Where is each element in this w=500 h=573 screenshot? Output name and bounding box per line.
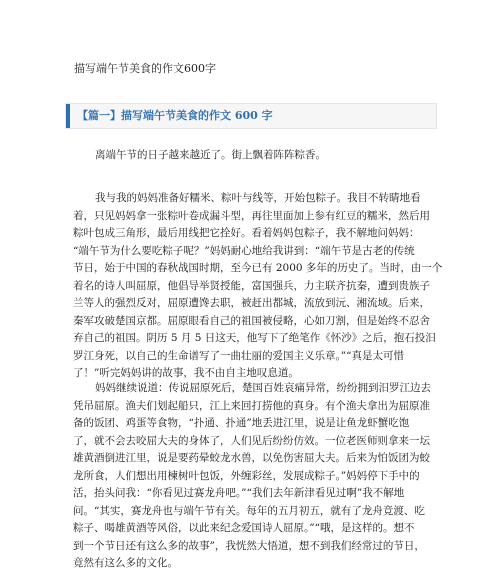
paragraph-line: 凭吊屈原。渔夫们划起船只，江上来回打捞他的真身。有个渔夫拿出为屈原准 — [73, 399, 430, 412]
paragraph-line: 节日，始于中国的春秋战国时期，至今已有 2000 多年的历史了。当时，由一个 — [73, 262, 443, 274]
paragraph-line: 到一个节日还有这么多的故事”，我恍然大悟道，想不到我们经常过的节日， — [73, 539, 425, 552]
paragraph-line: 了，就不会去咬屈大夫的身体了，人们见后纷纷仿效。一位老医师则拿来一坛 — [73, 434, 430, 447]
paragraph-line: 雄黄酒倒进江里，说是要药晕蛟龙水兽，以免伤害屈大夫。后来为怕饭团为蛟 — [73, 452, 430, 464]
paragraph-line: 妈妈继续说道：传说屈原死后，楚国百姓哀痛异常，纷纷拥到汨罗江边去 — [95, 382, 431, 394]
document-title: 描写端午节美食的作文600字 — [74, 62, 216, 75]
paragraph-1 — [73, 147, 433, 165]
paragraph-line: 着名的诗人叫屈原，他倡导举贤授能，富国强兵，力主联齐抗秦，遭到贵族子 — [73, 279, 430, 292]
paragraph-line: 活，抬头问我：“你看见过赛龙舟吧。”“我们去年新津看见过啊”我不解地 — [73, 487, 405, 499]
paragraph-line: 弃自己的祖国。阴历 5 月 5 日这天，他写下了绝笔作《怀沙》之后，抱石投汨 — [73, 332, 436, 344]
paragraph-line: 问。“其实，赛龙舟也与端午节有关。每年的五月初五，就有了龙舟竞渡、吃 — [73, 504, 425, 517]
paragraph-line: 罗江身死，以自己的生命谱写了一曲壮丽的爱国主义乐章。”“真是太可惜 — [73, 349, 404, 362]
paragraph-line: 粽叶包成三角形，最后用线把它拴好。看着妈妈包粽子，我不解地问妈妈： — [73, 227, 420, 239]
paragraph-line: 竟然有这么多的文化。 — [73, 557, 178, 569]
paragraph-line: 着，只见妈妈拿一张粽叶卷成漏斗型，再往里面加上参有红豆的糯米，然后用 — [73, 209, 430, 222]
section-accent-bar — [66, 104, 70, 128]
paragraph-line: 备的饭团、鸡蛋等食物，“扑通、扑通”地丢进江里，说是让鱼龙虾蟹吃饱 — [73, 417, 410, 429]
section-header — [65, 103, 437, 129]
paragraph-2 — [73, 190, 443, 383]
paragraph-line: 了！”听完妈妈讲的故事，我不由自主地叹息道。 — [73, 367, 299, 379]
paragraph-line: 离端午节的日子越来越近了。街上飘着阵阵粽香。 — [95, 149, 326, 161]
paragraph-line: 粽子、喝雄黄酒等风俗，以此来纪念爱国诗人屈原。”“哦，是这样的。想不 — [73, 522, 415, 534]
paragraph-line: 兰等人的强烈反对，屈原遭馋去职，被赶出都城，流放到沅、湘流域。后来， — [73, 297, 430, 309]
paragraph-line: 秦军攻破楚国京都。屈原眼看自己的祖国被侵略，心如刀割，但是始终不忍舍 — [73, 314, 430, 327]
paragraph-line: “端午节为什么要吃粽子呢？”妈妈耐心地给我讲到：“端午节是古老的传统 — [73, 244, 415, 257]
paragraph-line: 我与我的妈妈准备好糯米、粽叶与线等，开始包粽子。我目不转睛地看 — [95, 192, 421, 204]
paragraph-line: 龙所食，人们想出用楝树叶包饭，外缠彩丝，发展成粽子。”妈妈停下手中的 — [73, 469, 420, 482]
paragraph-3 — [73, 380, 433, 573]
section-header-text: 【篇一】描写端午节美食的作文 600 字 — [77, 109, 273, 122]
